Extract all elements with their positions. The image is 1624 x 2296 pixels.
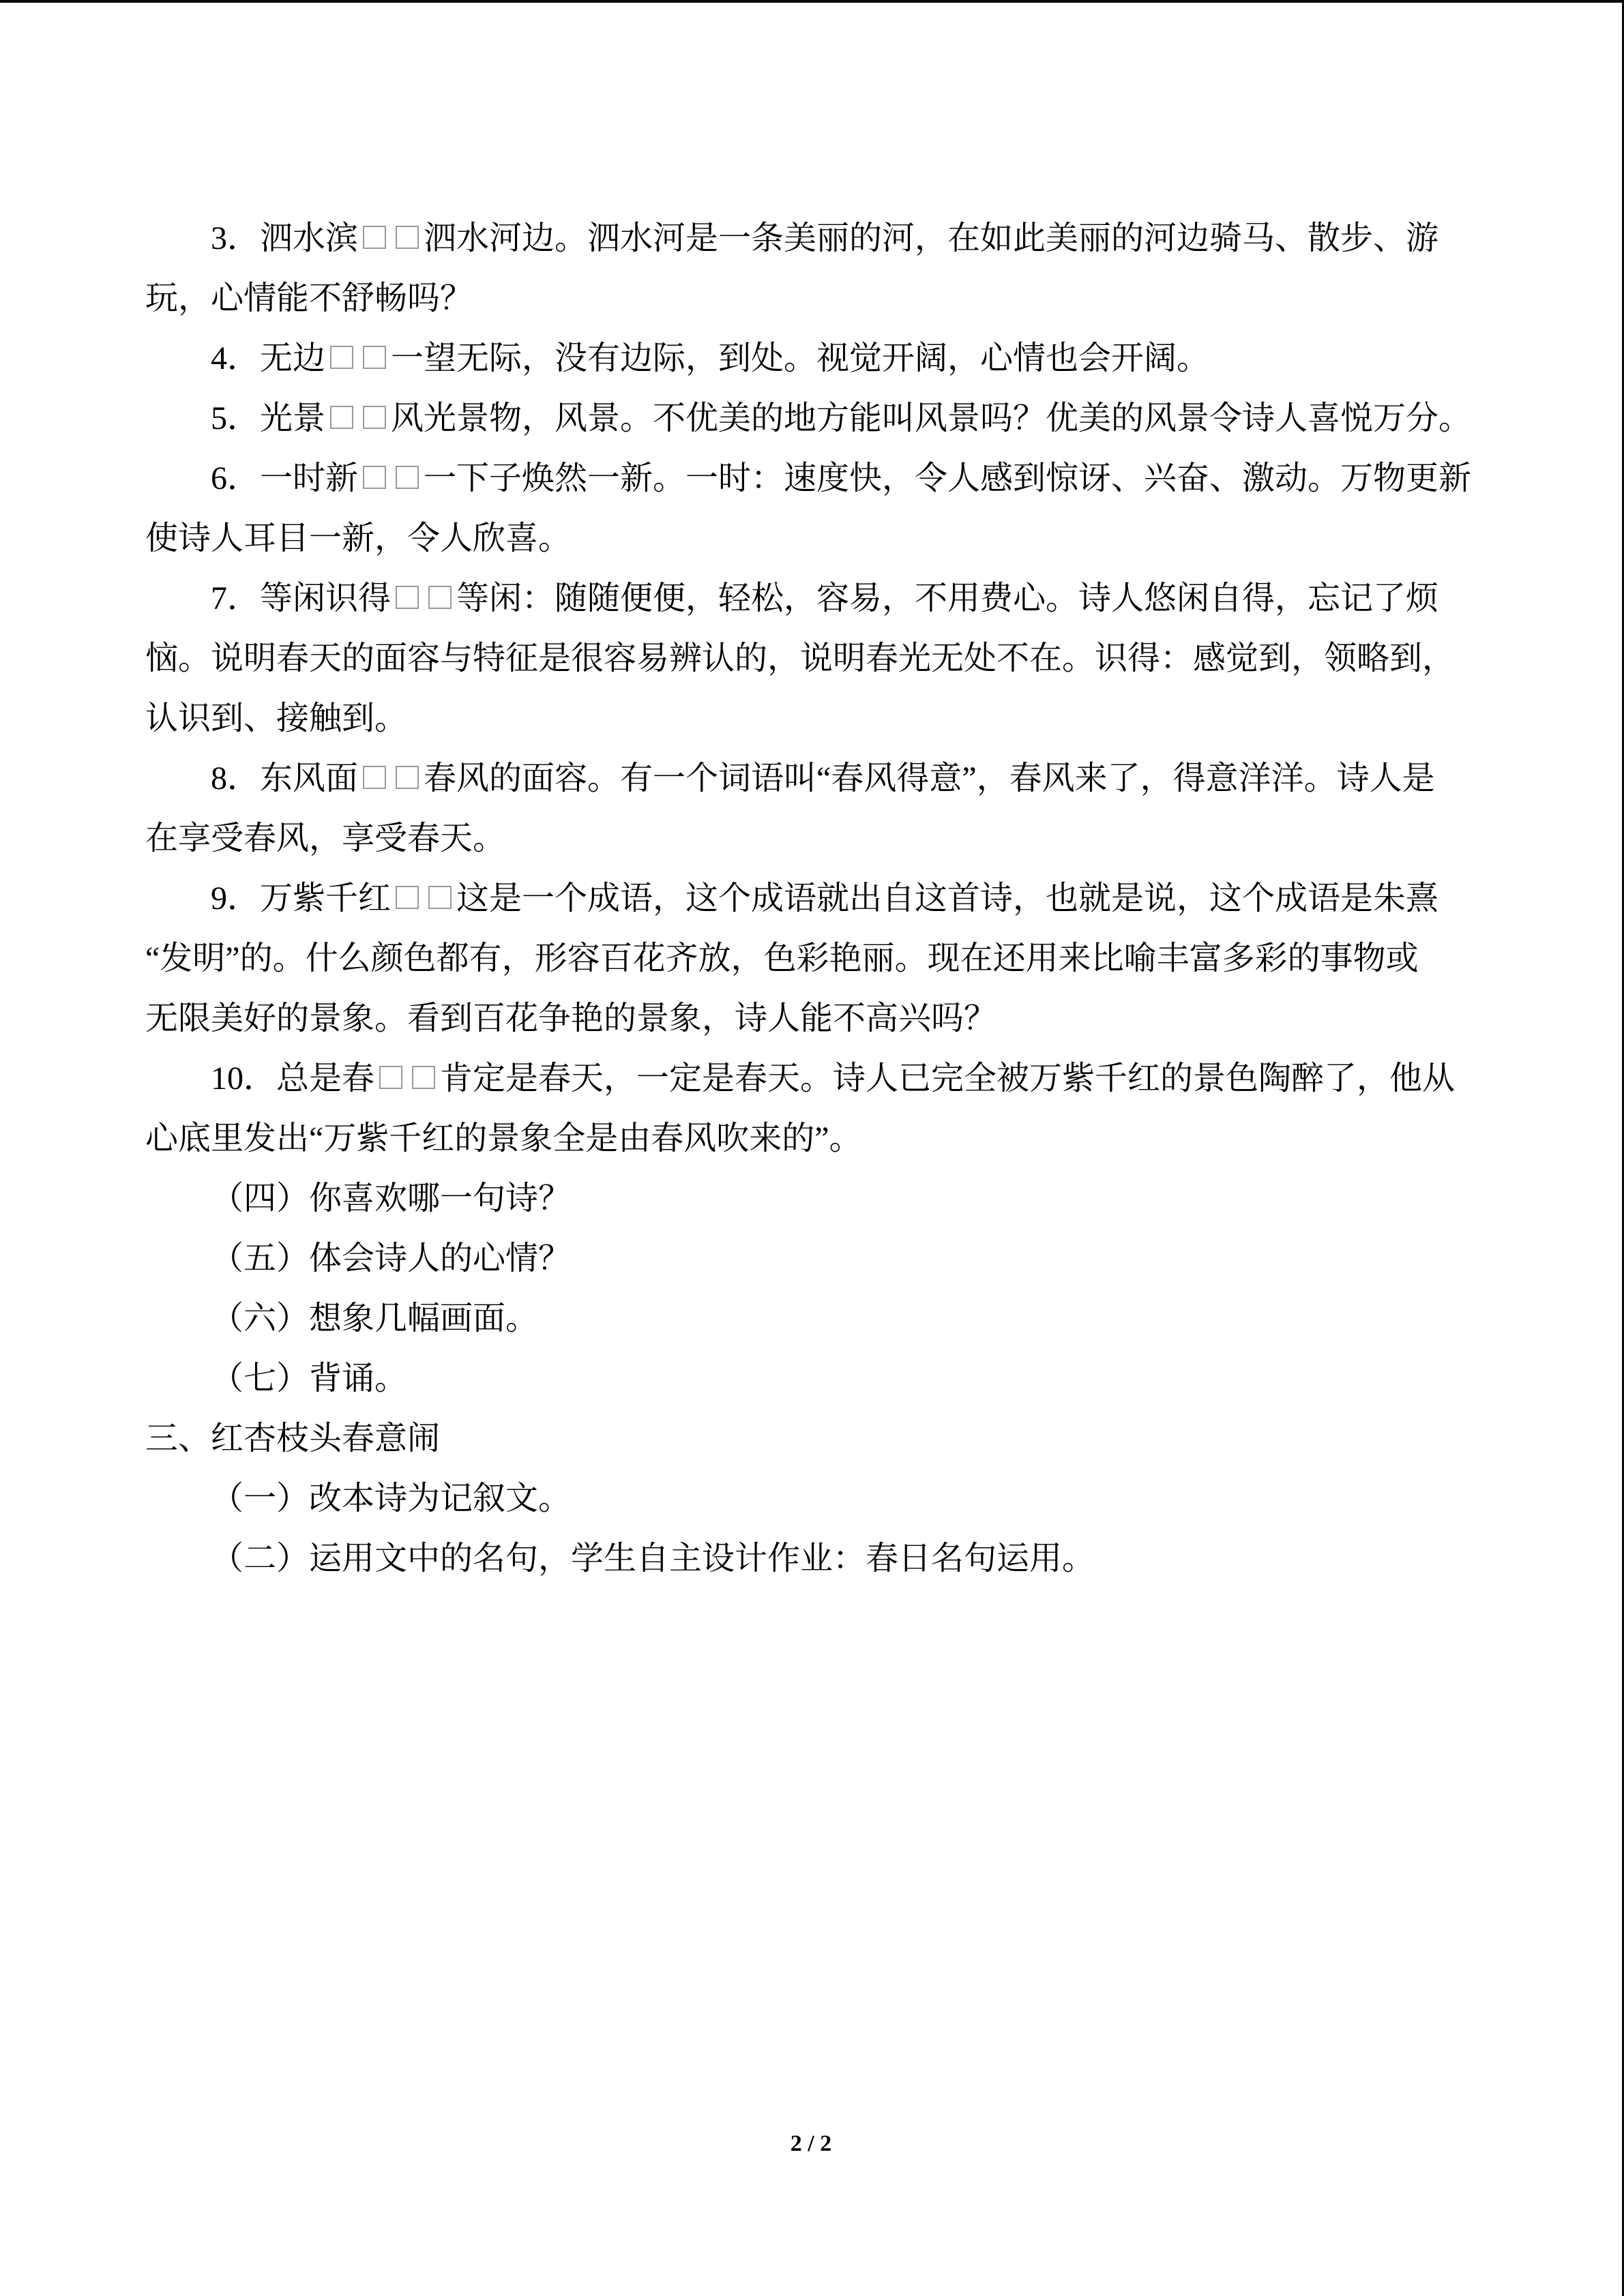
text-line: 使诗人耳目一新，令人欣喜。: [145, 520, 572, 556]
document-body: [145, 209, 1482, 1589]
text-line: 玩，心情能不舒畅吗？: [145, 280, 473, 316]
text-line: （二）运用文中的名句，学生自主设计作业：春日名句运用。: [211, 1540, 1095, 1577]
text-line: 在享受春风，享受春天。: [145, 820, 506, 856]
text-line: 3．泗水滨 泗水河边。泗水河是一条美丽的河，在如此美丽的河边骑马、散步、游: [211, 220, 1439, 256]
missing-glyph-box: [363, 346, 386, 369]
missing-glyph-box: [396, 226, 419, 249]
missing-glyph-box: [428, 886, 452, 909]
missing-glyph-box: [428, 586, 452, 609]
text-line: 6．一时新 一下子焕然一新。一时：速度快，令人感到惊讶、兴奋、激动。万物更新: [211, 460, 1472, 496]
text-line: 8．东风面 春风的面容。有一个词语叫“春风得意”，春风来了，得意洋洋。诗人是: [211, 760, 1435, 796]
text-line: 恼。说明春天的面容与特征是很容易辨认的，说明春光无处不在。识得：感觉到，领略到，: [145, 640, 1456, 676]
missing-glyph-box: [363, 466, 386, 489]
text-line: 10．总是春 肯定是春天，一定是春天。诗人已完全被万紫千红的景色陶醉了，他从: [211, 1060, 1456, 1097]
text-line: 认识到、接触到。: [145, 700, 408, 736]
missing-glyph-box: [396, 466, 419, 489]
missing-glyph-box: [396, 766, 419, 789]
text-line: （六）想象几幅画面。: [211, 1300, 539, 1337]
missing-glyph-box: [396, 586, 419, 609]
text-line: （一）改本诗为记叙文。: [211, 1480, 572, 1517]
text-line: （五）体会诗人的心情？: [211, 1240, 572, 1277]
missing-glyph-box: [363, 226, 386, 249]
text-line: 心底里发出“万紫千红的景象全是由春风吹来的”。: [145, 1120, 862, 1157]
text-line: 无限美好的景象。看到百花争艳的景象，诗人能不高兴吗？: [145, 1000, 997, 1037]
text-line: 7．等闲识得 等闲：随随便便，轻松，容易，不用费心。诗人悠闲自得，忘记了烦: [211, 580, 1439, 616]
page-footer: [0, 2129, 1622, 2159]
text-line: 9．万紫千红 这是一个成语，这个成语就出自这首诗，也就是说，这个成语是朱熹: [211, 880, 1439, 916]
text-line: （七）背诵。: [211, 1360, 408, 1397]
text-line: “发明”的。什么颜色都有，形容百花齐放，色彩艳丽。现在还用来比喻丰富多彩的事物或: [145, 940, 1419, 976]
missing-glyph-box: [330, 406, 353, 429]
missing-glyph-box: [379, 1066, 402, 1089]
text-line: 5．光景 风光景物，风景。不优美的地方能叫风景吗？优美的风景令诗人喜悦万分。: [211, 400, 1472, 436]
missing-glyph-box: [396, 886, 419, 909]
missing-glyph-box: [363, 766, 386, 789]
text-line: （四）你喜欢哪一句诗？: [211, 1180, 572, 1217]
missing-glyph-box: [363, 406, 386, 429]
missing-glyph-box: [412, 1066, 435, 1089]
missing-glyph-box: [330, 346, 353, 369]
page-number: 2 / 2: [790, 2131, 832, 2156]
screenshot-top-edge: [0, 0, 1624, 3]
text-line: 4．无边 一望无际，没有边际，到处。视觉开阔，心情也会开阔。: [211, 340, 1210, 376]
text-line: 三、红杏枝头春意闹: [145, 1420, 441, 1457]
